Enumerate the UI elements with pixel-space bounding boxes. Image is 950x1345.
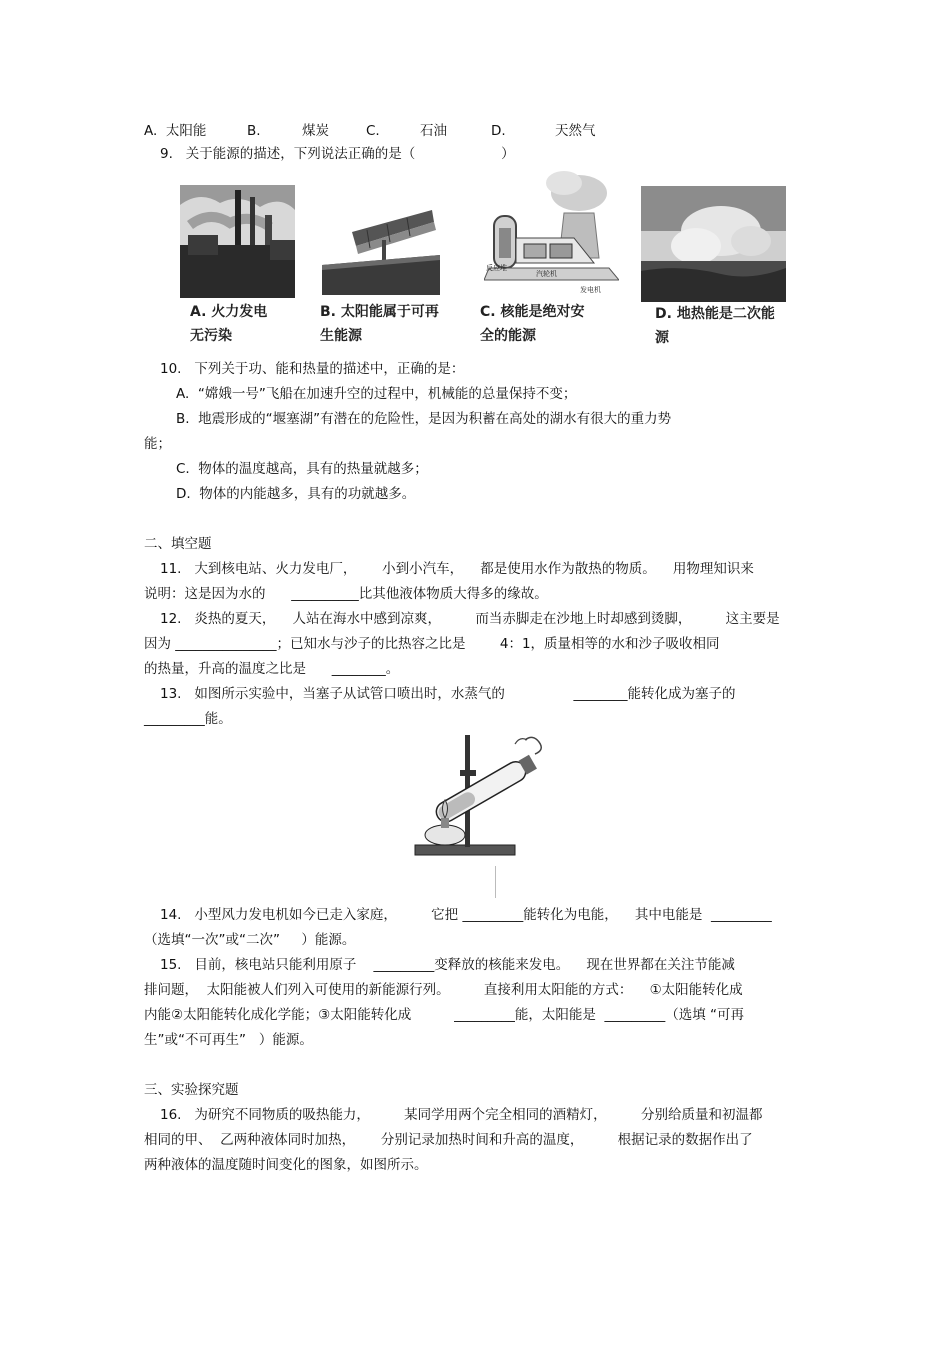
q8-option-c: C. [366,123,380,139]
nuclear-label-generator: 发电机 [580,286,601,294]
q16-line1: 16. 为研究不同物质的吸热能力， 某同学用两个完全相同的酒精灯， 分别给质量和初温都 [160,1107,763,1123]
q15-line1: 15. 目前，核电站只能利用原子 _________变释放的核能来发电。 现在世界都在关注节能减 [160,957,735,973]
q10-option-a: A. “嫦娥一号”飞船在加速升空的过程中，机械能的总量保持不变； [176,386,577,402]
thermal-power-plant-image [180,185,295,298]
figure-divider [495,866,496,898]
q14-line2: （选填“一次”或“二次” ）能源。 [144,932,356,948]
q8-option-a: A. 太阳能 [144,123,207,139]
q16-line3: 两种液体的温度随时间变化的图象，如图所示。 [144,1157,428,1173]
q8-option-b: B. [247,123,261,139]
q9-caption-d-line2: 源 [655,330,669,346]
nuclear-label-reactor: 反应堆 [486,264,507,272]
q10-option-c: C. 物体的温度越高，具有的热量就越多； [176,461,428,477]
q9-caption-b-line2: 生能源 [320,328,362,344]
q15-line2: 排问题， 太阳能被人们列入可使用的新能源行列。 直接利用太阳能的方式： ①太阳能转化成 [144,982,743,998]
q10-option-d: D. 物体的内能越多，具有的功就越多。 [176,486,416,502]
q10-option-b-line1: B. 地震形成的“堰塞湖”有潜在的危险性，是因为积蓄在高处的湖水有很大的重力势 [176,411,672,427]
test-tube-experiment-figure [410,730,550,900]
q12-line1: 12. 炎热的夏天， 人站在海水中感到凉爽， 而当赤脚走在沙地上时却感到烫脚， 这主要是 [160,611,780,627]
q9-caption-a-line1: A. 火力发电 [190,304,268,320]
q8-option-d: D. [491,123,506,139]
q12-line3: 的热量，升高的温度之比是 ________。 [144,661,400,677]
q9-caption-a-line2: 无污染 [190,328,232,344]
q16-line2: 相同的甲、 乙两种液体同时加热， 分别记录加热时间和升高的温度， 根据记录的数据作出了 [144,1132,753,1148]
q13-line2: _________能。 [144,711,232,727]
q8-option-b-text: 煤炭 [302,123,329,139]
q9-caption-c-line2: 全的能源 [480,328,536,344]
solar-panel-image [322,200,440,295]
nuclear-plant-diagram [484,168,619,303]
q15-line4: 生”或“不可再生” ）能源。 [144,1032,313,1048]
section-3-title: 三、实验探究题 [144,1082,239,1098]
q12-line2: 因为 _______________；已知水与沙子的比热容之比是 4：1，质量相等的水和沙子吸收相同 [144,636,720,652]
q15-line3: 内能②太阳能转化成化学能；③太阳能转化成 _________能，太阳能是 _________（选填 “可再 [144,1007,744,1023]
q14-line1: 14. 小型风力发电机如今已走入家庭， 它把 _________能转化为电能， 其中电能是 _________ [160,907,772,923]
q10-stem: 10. 下列关于功、能和热量的描述中，正确的是： [160,361,465,377]
geothermal-image [641,186,786,302]
q9-stem: 9. 关于能源的描述，下列说法正确的是（ ） [160,146,515,162]
q11-line1: 11. 大到核电站、火力发电厂， 小到小汽车， 都是使用水作为散热的物质。 用物理知识来 [160,561,754,577]
q10-option-b-line2: 能； [144,436,171,452]
q9-caption-c-line1: C. 核能是绝对安 [480,304,585,320]
section-2-title: 二、填空题 [144,536,212,552]
q13-line1: 13. 如图所示实验中，当塞子从试管口喷出时，水蒸气的 ________能转化成为塞子的 [160,686,736,702]
q8-option-d-text: 天然气 [555,123,596,139]
q9-caption-b-line1: B. 太阳能属于可再 [320,304,439,320]
q8-option-c-text: 石油 [420,123,447,139]
q11-line2: 说明：这是因为水的 __________比其他液体物质大得多的缘故。 [144,586,548,602]
q9-caption-d-line1: D. 地热能是二次能 [655,306,775,322]
nuclear-label-turbine: 汽轮机 [536,270,557,278]
